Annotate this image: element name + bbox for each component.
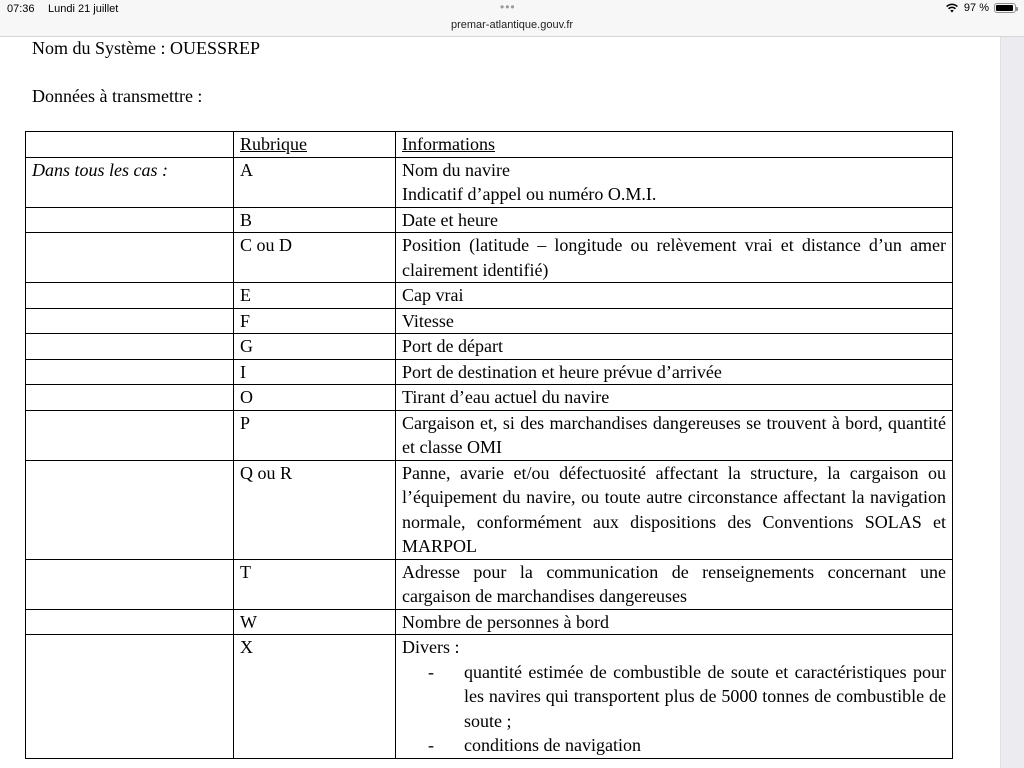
- information-cell: [396, 559, 953, 609]
- information-line: Port de destination et heure prévue d’arrivée: [402, 361, 722, 382]
- information-cell: [396, 635, 953, 759]
- information-line: Tirant d’eau actuel du navire: [402, 387, 610, 407]
- case-cell: [26, 359, 234, 385]
- battery-icon: [994, 3, 1016, 13]
- data-table: [25, 131, 953, 759]
- table-row: [26, 559, 953, 609]
- page-gutter: [1000, 37, 1024, 768]
- information-cell: [396, 460, 953, 559]
- rubrique-cell: G: [234, 334, 396, 360]
- rubrique-cell: F: [234, 308, 396, 334]
- table-row: [26, 308, 953, 334]
- rubrique-cell: B: [234, 207, 396, 233]
- information-line: Nom du navire: [402, 159, 510, 180]
- address-bar[interactable]: [0, 19, 1024, 37]
- information-line: Adresse pour la communication de renseignements concernant une cargaison de marchandises dangereuses: [402, 561, 946, 606]
- information-cell: [396, 385, 953, 411]
- information-cell: [396, 207, 953, 233]
- table-row: [26, 609, 953, 635]
- battery-percent: 97 %: [963, 2, 989, 14]
- information-line: Cap vrai: [402, 285, 464, 305]
- case-cell: [26, 559, 234, 609]
- bullet-dash: -: [428, 735, 434, 755]
- case-cell: Dans tous les cas :: [26, 157, 234, 207]
- data-title: Données à transmettre :: [32, 86, 203, 106]
- case-cell: [26, 207, 234, 233]
- rubrique-cell: Q ou R: [234, 460, 396, 559]
- table-row: [26, 207, 953, 233]
- information-cell: [396, 283, 953, 309]
- table-header-row: [26, 132, 953, 158]
- rubrique-cell: P: [234, 410, 396, 460]
- rubrique-cell: I: [234, 359, 396, 385]
- table-row: [26, 157, 953, 207]
- rubrique-cell: T: [234, 559, 396, 609]
- case-cell: [26, 334, 234, 360]
- information-line: Date et heure: [402, 209, 498, 230]
- status-indicators: [945, 2, 1016, 14]
- case-cell: [26, 609, 234, 635]
- case-cell: [26, 308, 234, 334]
- information-line: Panne, avarie et/ou défectuosité affectant la structure, la cargaison ou l’équipement du navire, ou toute autre circonstance affectant la navigation normale, conformément aux dispositions des Conventions SOLAS et MARPOL: [402, 462, 946, 556]
- table-row: [26, 635, 953, 759]
- information-line: Divers :: [402, 637, 460, 657]
- case-cell: [26, 635, 234, 759]
- table-row: [26, 460, 953, 559]
- information-cell: [396, 410, 953, 460]
- table-row: [26, 283, 953, 309]
- bullet-text: quantité estimée de combustible de soute et caractéristiques pour les navires qui transportent plus de 5000 tonnes de combustible de soute ;: [464, 661, 946, 731]
- rubrique-cell: A: [234, 157, 396, 207]
- rubrique-cell: E: [234, 283, 396, 309]
- bullet-item: [402, 733, 946, 758]
- multitasking-dots-icon[interactable]: •••: [500, 0, 516, 14]
- table-row: [26, 385, 953, 411]
- information-cell: [396, 308, 953, 334]
- table-row: [26, 334, 953, 360]
- bullet-item: [402, 660, 946, 734]
- table-header-cell: Rubrique: [234, 132, 396, 158]
- rubrique-cell: O: [234, 385, 396, 411]
- url-text[interactable]: premar-atlantique.gouv.fr: [450, 19, 574, 31]
- information-cell: [396, 233, 953, 283]
- table-header-cell: [26, 132, 234, 158]
- information-line: Indicatif d’appel ou numéro O.M.I.: [402, 184, 657, 204]
- document-page: [0, 37, 1000, 768]
- table-row: [26, 410, 953, 460]
- table-header-cell: Informations: [396, 132, 953, 158]
- case-cell: [26, 410, 234, 460]
- bullet-dash: -: [428, 661, 434, 682]
- case-cell: [26, 385, 234, 411]
- rubrique-cell: X: [234, 635, 396, 759]
- information-line: Position (latitude – longitude ou relèvement vrai et distance d’un amer clairement identifié): [402, 235, 946, 280]
- table-row: [26, 359, 953, 385]
- case-cell: [26, 460, 234, 559]
- system-name: Nom du Système : OUESSREP: [32, 38, 261, 58]
- information-cell: [396, 609, 953, 635]
- rubrique-cell: C ou D: [234, 233, 396, 283]
- information-cell: [396, 359, 953, 385]
- status-bar: [0, 0, 1024, 19]
- wifi-icon: [945, 3, 959, 13]
- information-line: Cargaison et, si des marchandises dangereuses se trouvent à bord, quantité et classe OMI: [402, 412, 946, 457]
- rubrique-cell: W: [234, 609, 396, 635]
- information-line: Nombre de personnes à bord: [402, 611, 609, 632]
- status-date: Lundi 21 juillet: [48, 3, 119, 15]
- information-cell: [396, 157, 953, 207]
- information-cell: [396, 334, 953, 360]
- case-cell: [26, 283, 234, 309]
- information-line: Port de départ: [402, 336, 503, 356]
- table-row: [26, 233, 953, 283]
- status-time: 07:36: [7, 3, 35, 15]
- case-cell: [26, 233, 234, 283]
- information-line: Vitesse: [402, 310, 454, 331]
- bullet-text: conditions de navigation: [464, 735, 641, 755]
